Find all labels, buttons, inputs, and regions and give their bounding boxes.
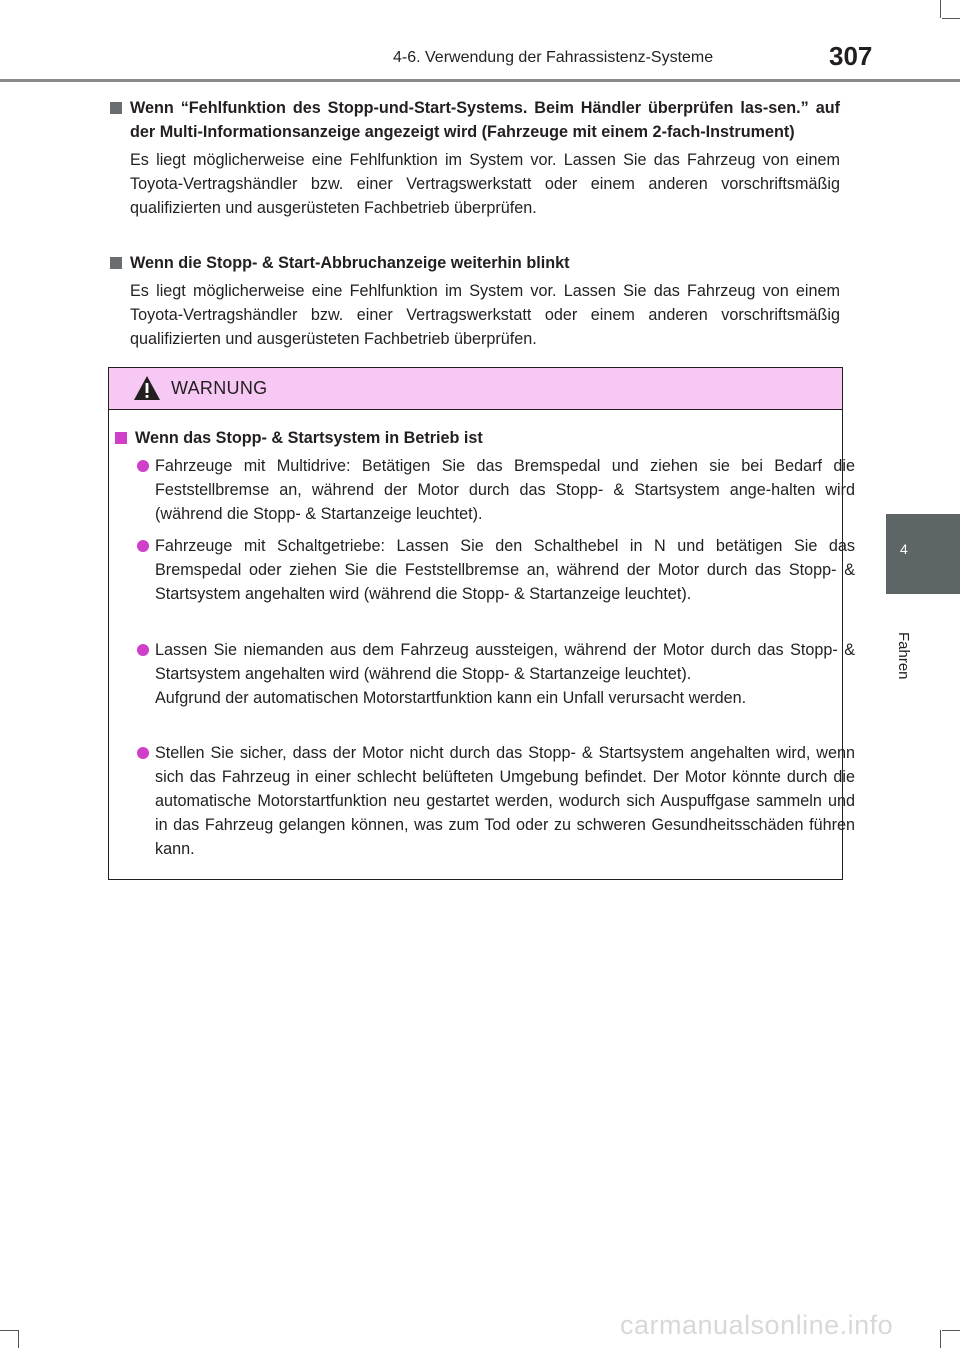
- square-bullet-icon: [110, 102, 122, 114]
- section-abort-indicator: [110, 251, 840, 351]
- warning-bullet: [137, 454, 855, 526]
- round-bullet-icon: [137, 747, 149, 759]
- crop-mark: [940, 0, 941, 18]
- section-body: Es liegt möglicherweise eine Fehlfunktion im System vor. Lassen Sie das Fahrzeug von einem Toyota-Vertragshändler bzw. einer Vertragswerkstatt oder einem anderen vorschriftsmäßig qualifizierten und ausgerüsteten Fachbetrieb überprüfen.: [130, 282, 840, 348]
- round-bullet-icon: [137, 644, 149, 656]
- crop-mark: [18, 1330, 19, 1348]
- section-heading: [110, 96, 840, 144]
- header-divider: [0, 79, 960, 82]
- warning-bullet-text: Fahrzeuge mit Schaltgetriebe: Lassen Sie den Schalthebel in N und betätigen Sie das Bremspedal oder ziehen Sie die Feststellbremse an, während der Motor durch das Stopp- & Startsystem angehalten wird (während die Stopp- & Startanzeige leuchtet).: [155, 537, 855, 603]
- crop-mark: [942, 18, 960, 19]
- section-heading-text: Wenn “Fehlfunktion des Stopp-und-Start-Systems. Beim Händler überprüfen las-sen.” auf der Multi-Informationsanzeige angezeigt wird (Fahrzeuge mit einem 2-fach-Instrument): [130, 99, 840, 141]
- square-bullet-icon: [110, 257, 122, 269]
- chapter-tab: [886, 514, 960, 594]
- warning-bullet: [137, 741, 855, 861]
- warning-bullet: [137, 638, 855, 710]
- watermark: carmanualsonline.info: [620, 1310, 894, 1340]
- chapter-number: 4: [900, 541, 908, 557]
- warning-bullet: [137, 534, 855, 606]
- page-number: 307: [829, 41, 873, 71]
- crop-mark: [942, 1330, 960, 1331]
- section-heading-text: Wenn die Stopp- & Start-Abbruchanzeige weiterhin blinkt: [130, 254, 570, 272]
- warning-header: [109, 368, 842, 410]
- crop-mark: [940, 1330, 941, 1348]
- warning-bullet-text: Stellen Sie sicher, dass der Motor nicht durch das Stopp- & Startsystem angehalten wird, wenn sich das Fahrzeug in einer schlecht belüfteten Umgebung befindet. Der Motor könnte durch die automatische Motorstartfunktion neu gestartet werden, wodurch sich Auspuffgase sammeln und in das Fahrzeug gelangen können, was zum Tod oder zu schweren Gesundheitsschäden führen kann.: [155, 744, 855, 858]
- round-bullet-icon: [137, 540, 149, 552]
- round-bullet-icon: [137, 460, 149, 472]
- warning-box: [108, 367, 855, 880]
- warning-subheading-text: Wenn das Stopp- & Startsystem in Betrieb ist: [135, 429, 483, 447]
- warning-triangle-icon: [133, 375, 161, 401]
- section-body: Es liegt möglicherweise eine Fehlfunktion im System vor. Lassen Sie das Fahrzeug von einem Toyota-Vertragshändler bzw. einer Vertragswerkstatt oder einem anderen vorschriftsmäßig qualifizierten und ausgerüsteten Fachbetrieb überprüfen.: [130, 151, 840, 217]
- section-heading: [110, 251, 840, 275]
- section-malfunction-message: [110, 96, 840, 220]
- crop-mark: [0, 1330, 18, 1331]
- warning-subheading: [115, 426, 483, 450]
- warning-bullet-extra: Aufgrund der automatischen Motorstartfunktion kann ein Unfall verursacht werden.: [155, 689, 747, 707]
- warning-bullet-text: Fahrzeuge mit Multidrive: Betätigen Sie das Bremspedal und ziehen sie bei Bedarf die Feststellbremse an, während der Motor durch das Stopp- & Startsystem ange-halten wird (während die Stopp- & Startanzeige leuchtet).: [155, 457, 855, 523]
- running-header: 4-6. Verwendung der Fahrassistenz-Systeme: [393, 49, 714, 66]
- square-bullet-icon: [115, 432, 127, 444]
- warning-bullet-text: Lassen Sie niemanden aus dem Fahrzeug aussteigen, während der Motor durch das Stopp- & Startsystem angehalten wird (während die Stopp- & Startanzeige leuchtet).: [155, 641, 855, 683]
- chapter-label: Fahren: [895, 632, 912, 680]
- warning-title: WARNUNG: [171, 378, 268, 398]
